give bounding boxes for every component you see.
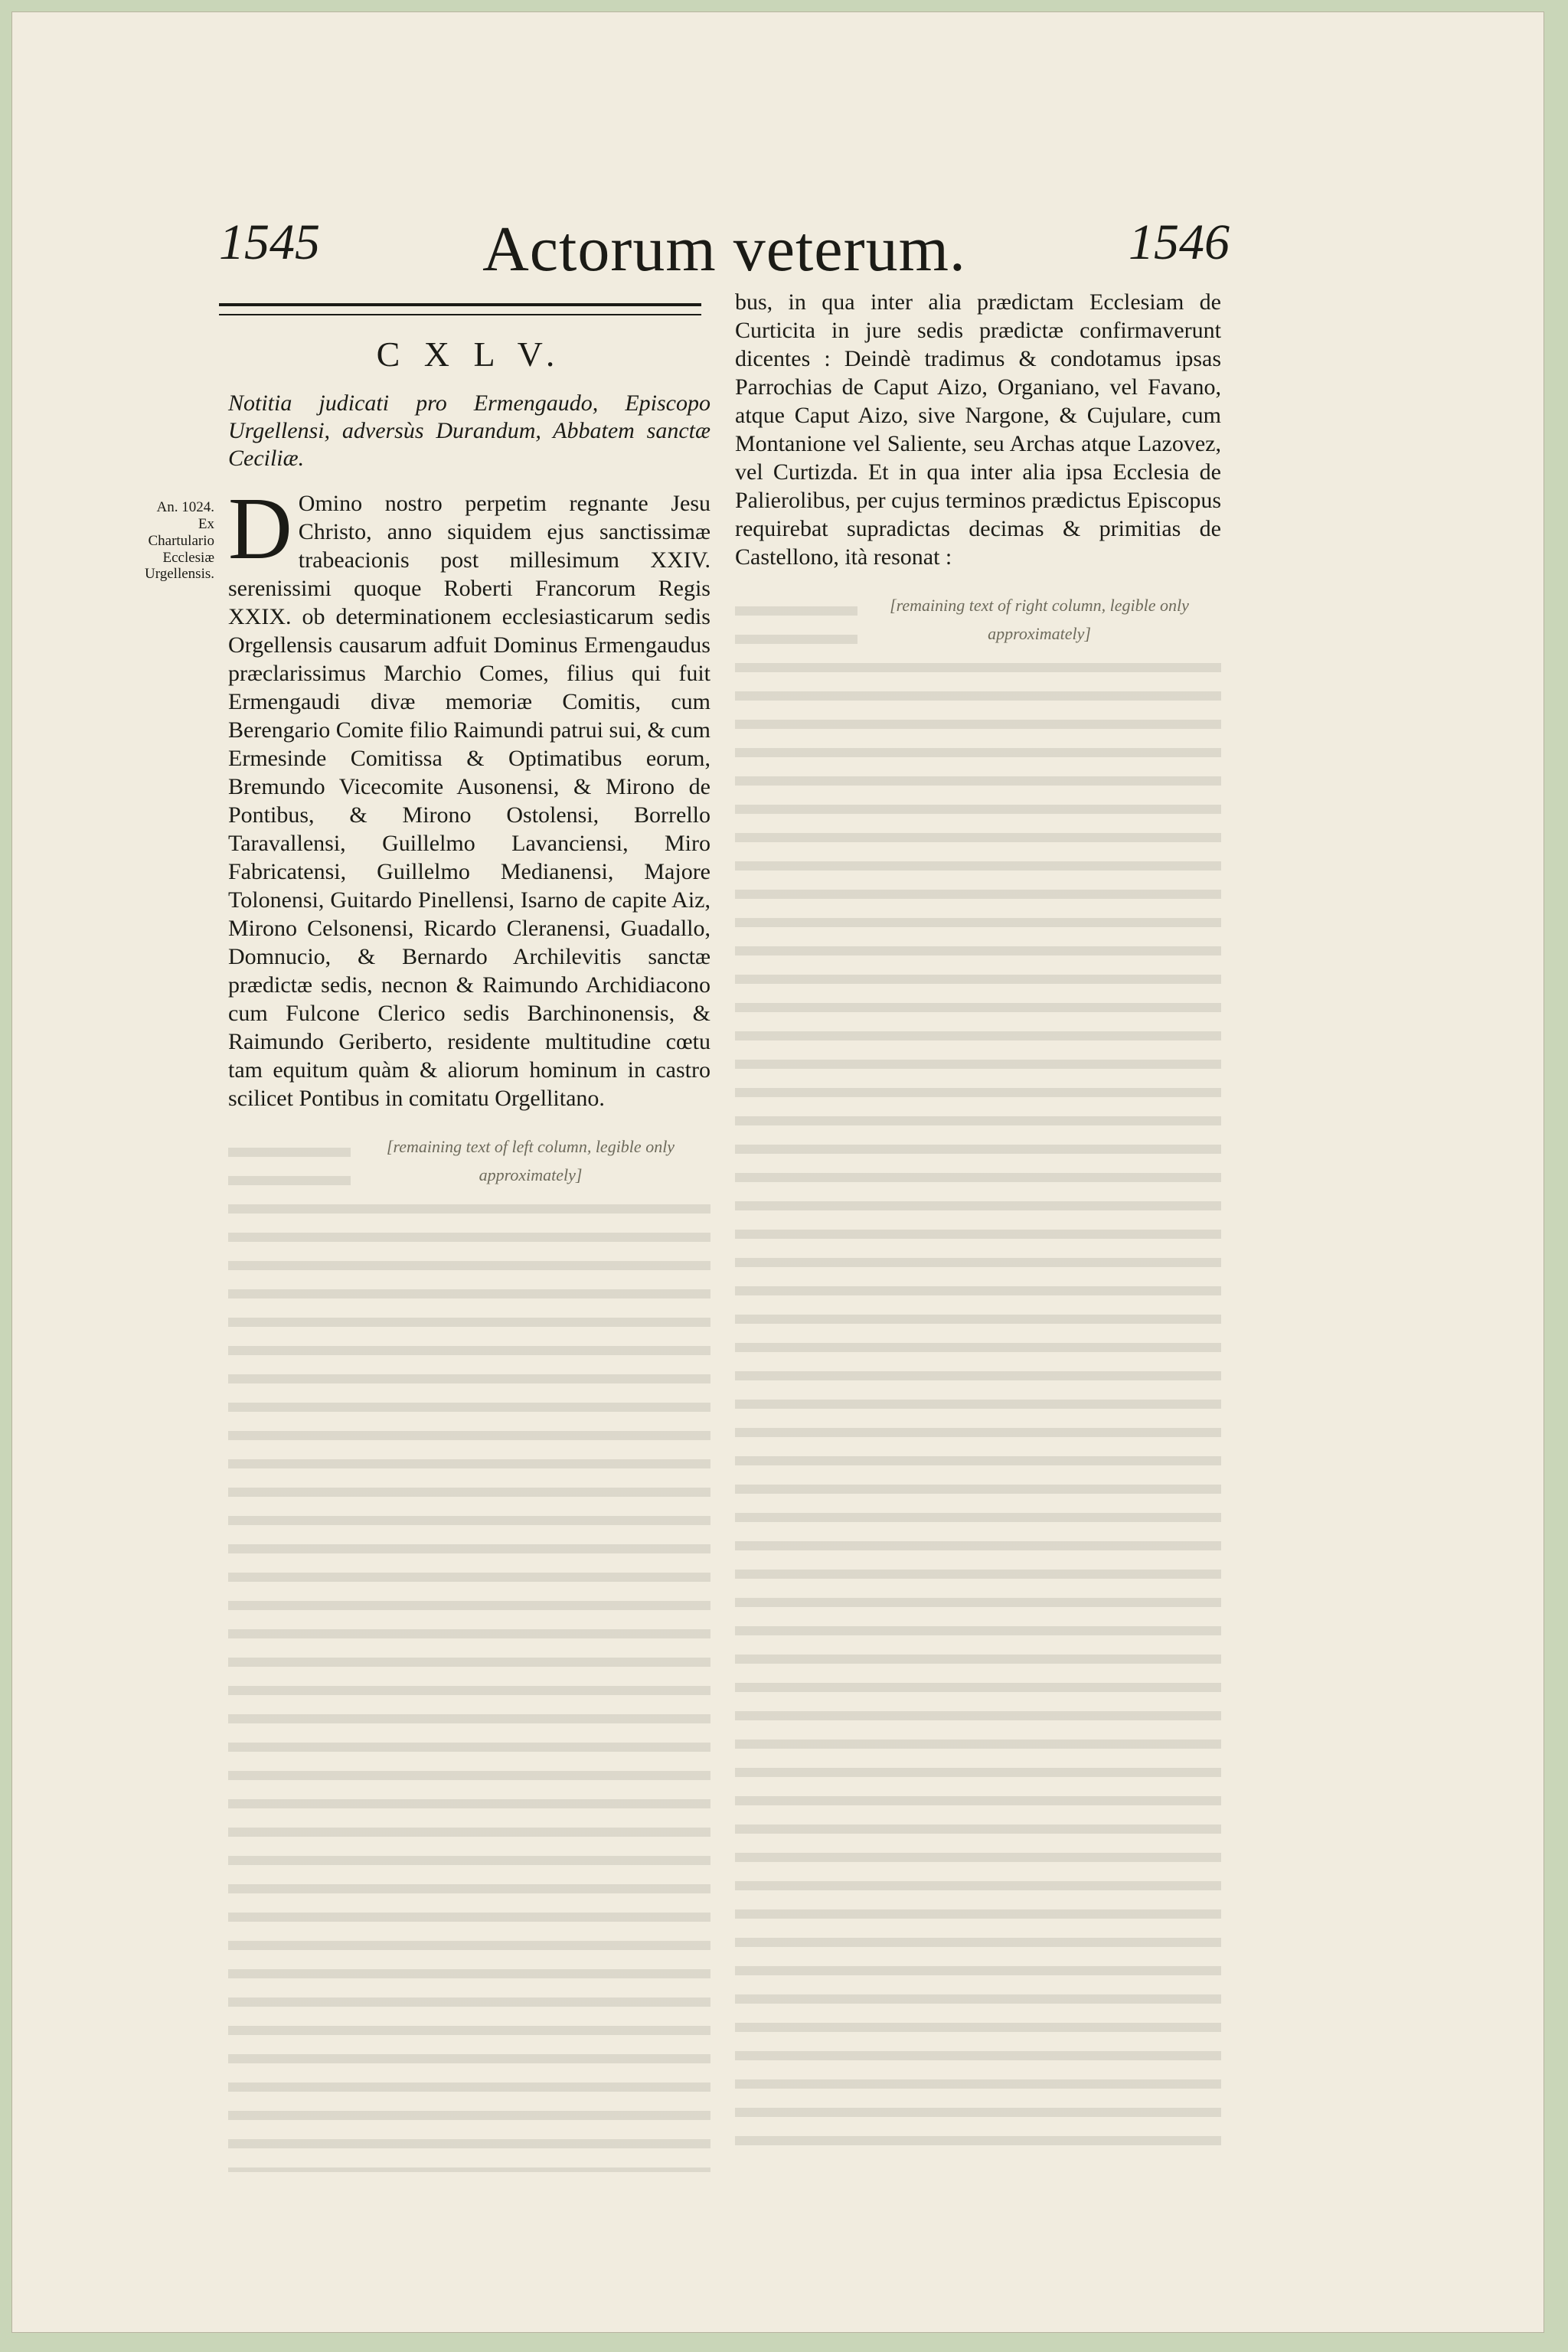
right-placeholder-note: [remaining text of right column, legible only approximately] xyxy=(858,590,1221,649)
page-number-right: 1546 xyxy=(1129,214,1230,270)
running-title: Actorum veterum. xyxy=(482,214,966,285)
section-number: C X L V. xyxy=(376,335,563,374)
drop-capital: D xyxy=(228,480,292,578)
margin-note: An. 1024. Ex Chartulario Ecclesiæ Urgellensis. xyxy=(145,499,214,583)
left-paragraph-1 xyxy=(228,480,710,1112)
header-rule xyxy=(219,303,701,315)
left-paragraph-1-text: Omino nostro perpetim regnante Jesu Christo, anno siquidem ejus sanctissimæ trabeacionis post millesimum XXIV. serenissimi quoque Roberti Francorum Regis XXIX. ob determinationem ecclesiasticarum sedis Orgellensis causarum adfuit Dominus Ermengaudus præclarissimus Marchio Comes, filius qui fuit Ermengaudi divæ memoriæ Comitis, cum Berengario Comite filio Raimundi patrui sui, & cum Ermesinde Comitissa & Optimatibus eorum, Bremundo Vicecomite Ausonensi, & Mirono de Pontibus, & Mirono Ostolensi, Borrello Taravallensi, Guillelmo Lavanciensi, Miro Fabricatensi, Guillelmo Medianensi, Majore Tolonensi, Guitardo Pinellensi, Isarno de capite Aiz, Mirono Celsonensi, Ricardo Cleranensi, Guadallo, Domnucio, & Bernardo Archilevitis sanctæ prædictæ sedis, necnon & Raimundo Archidiacono cum Fulcone Clerico sedis Barchinonensis, & Raimundo Geriberto, residente multitudine cœtu tam equitum quàm & aliorum hominum in castro scilicet Pontibus in comitatu Orgellitano. xyxy=(228,491,710,1111)
right-column xyxy=(735,288,1221,2159)
left-placeholder-note: [remaining text of left column, legible only approximately] xyxy=(351,1131,710,1191)
page-number-left: 1545 xyxy=(219,214,320,270)
right-paragraph-1: bus, in qua inter alia prædictam Ecclesiam de Curticita in jure sedis prædictæ confirmaverunt dicentes : Deindè tradimus & condotamus ipsas Parrochias de Caput Aizo, Organiano, vel Favano, atque Caput Aizo, sive Nargone, & Cujulare, cum Montanione vel Saliente, seu Archas atque Lazovez, vel Curtizda. Et in qua inter alia ipsa Ecclesia de Palierolibus, per cujus terminos prædictus Episcopus requirebat supradictas decimas & primitias de Castellono, ità resonat : xyxy=(735,289,1221,570)
left-column-remaining-text xyxy=(228,1131,710,2172)
section-summary: Notitia judicati pro Ermengaudo, Episcopo Urgellensi, adversùs Durandum, Abbatem sanctæ Ceciliæ. xyxy=(228,390,710,471)
document-page xyxy=(12,12,1544,2332)
left-column xyxy=(228,326,710,2172)
right-column-remaining-text xyxy=(735,590,1221,2159)
